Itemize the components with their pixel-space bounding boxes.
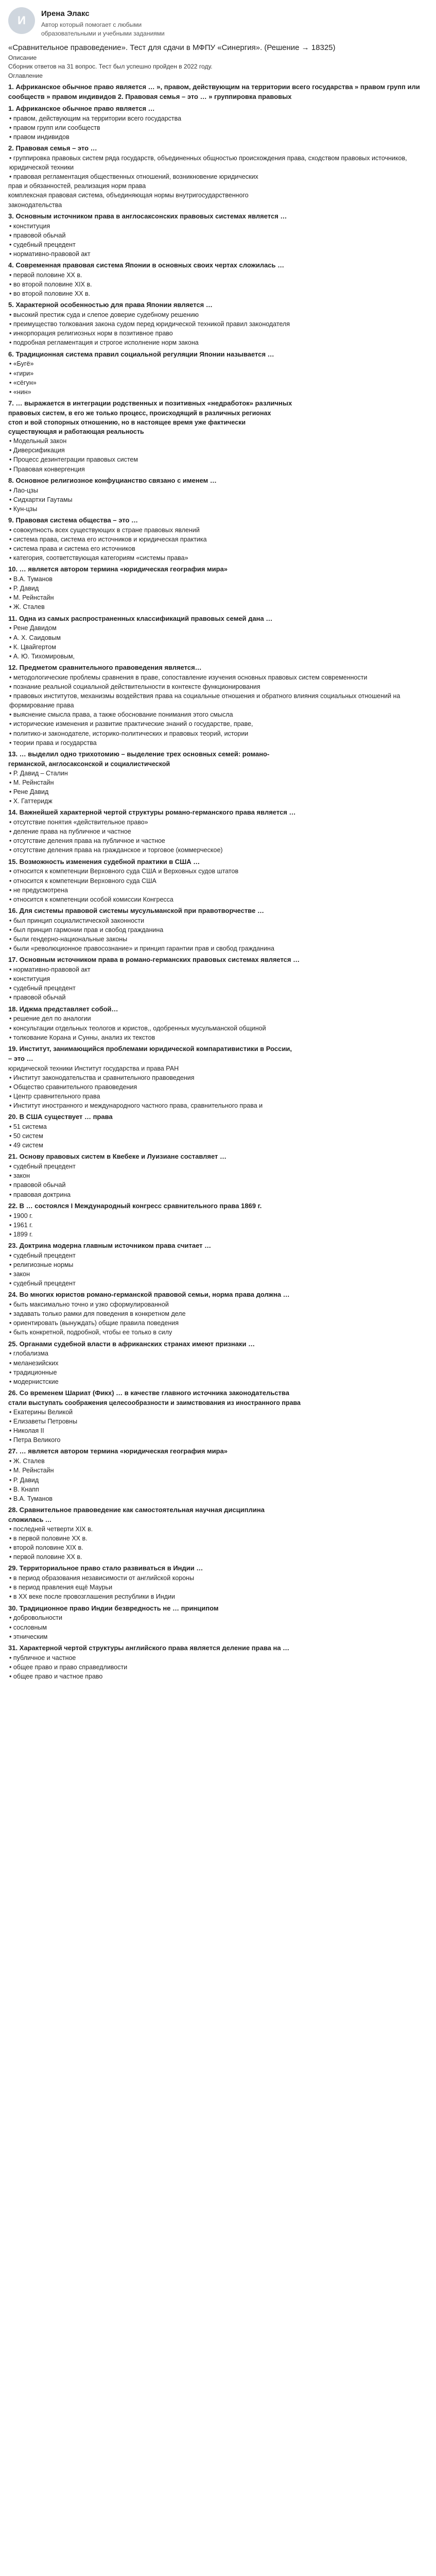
answer-option: • в период образования независимости от английской короны	[8, 1573, 428, 1583]
answer-option: • Центр сравнительного права	[8, 1092, 428, 1101]
continuation-text: юридической техники Институт государства и права РАН	[8, 1064, 179, 1072]
answer-option: • относится к компетенции Верховного суда США и Верховных судов штатов	[8, 867, 428, 876]
continuation-text: сложилась …	[8, 1516, 52, 1523]
question-text: 14. Важнейшей характерной чертой структуры романо-германского права является …	[8, 808, 296, 817]
question-text: 23. Доктрина модерна главным источником права считает …	[8, 1241, 212, 1249]
answer-option: • религиозные нормы	[8, 1260, 428, 1269]
answer-option: • правовой обычай	[8, 231, 428, 240]
author-name[interactable]: Ирена Элакс	[41, 9, 90, 18]
answer-option: • А. Х. Саидовым	[8, 633, 428, 642]
question-block	[8, 1005, 428, 1042]
answer-option: • правовая доктрина	[8, 1190, 428, 1199]
answer-option: • Екатерины Великой	[8, 1408, 428, 1417]
question-block	[8, 808, 428, 855]
question-block	[8, 1241, 428, 1288]
answer-option: • А. Ю. Тихомировым,	[8, 652, 428, 661]
answer-option: • правом, действующим на территории всего государства	[8, 114, 428, 123]
answer-option: • 1961 г.	[8, 1221, 428, 1230]
question-text: 18. Иджма представляет собой…	[8, 1005, 118, 1013]
answer-option: • Институт иностранного и международного частного права, сравнительного права и	[8, 1101, 428, 1110]
question-block	[8, 750, 428, 806]
answer-option: • первой половине XX в.	[8, 1552, 428, 1562]
answer-option: • быть конкретной, подробной, чтобы ее только в силу	[8, 1328, 428, 1337]
answer-option: • инкорпорация религиозных норм в позитивное право	[8, 329, 428, 338]
answer-option: • выяснение смысла права, а также обоснование понимания этого смысла	[8, 710, 428, 719]
question-block	[8, 857, 428, 904]
continuation-text: стали выступать соображения целесообразности и заимствования из иностранного права	[8, 1399, 301, 1406]
question-text: 4. Современная правовая система Японии в основных своих чертах сложилась …	[8, 261, 285, 269]
answer-option: • категория, соответствующая категориям «системы права»	[8, 553, 428, 563]
continuation-text: прав и обязанностей, реализация норм права	[8, 182, 146, 190]
answer-option: • совокупность всех существующих в стране правовых явлений	[8, 526, 428, 535]
answer-option: • консультации отдельных теологов и юристов,, одобренных мусульманской общиной	[8, 1024, 428, 1033]
answer-option: • система права и система его источников	[8, 544, 428, 553]
answer-option: • решение дел по аналогии	[8, 1014, 428, 1023]
question-text: 2. Правовая семья – это …	[8, 144, 97, 152]
answer-option: • во второй половине XX в.	[8, 289, 428, 298]
answer-option: • глобализма	[8, 1349, 428, 1358]
question-block	[8, 399, 428, 474]
answer-option: • правовых институтов, механизмы воздействия права на социальные отношения и обратного влияния социальных отношений на формирование права	[8, 691, 428, 710]
answer-option: • Р. Давид	[8, 584, 428, 593]
answer-option: • «нин»	[8, 387, 428, 397]
answer-option: • «сёгун»	[8, 378, 428, 387]
answer-option: • были гендерно-национальные законы	[8, 935, 428, 944]
answer-option: • Общество сравнительного правоведения	[8, 1082, 428, 1092]
answer-option: • в XX веке после провозглашения республики в Индии	[8, 1592, 428, 1601]
question-text: 31. Характерной чертой структуры английского права является деление права на …	[8, 1643, 290, 1652]
continuation-text: стоп и вой стопорных отношению, но в настоящее время уже фактически	[8, 418, 246, 426]
answer-option: • «Бугё»	[8, 359, 428, 368]
answer-option: • Рене Давид	[8, 787, 428, 796]
question-block	[8, 1388, 428, 1445]
answer-option: • сословным	[8, 1623, 428, 1632]
answer-option: • Николая II	[8, 1426, 428, 1435]
answer-option: • конституция	[8, 974, 428, 984]
question-block	[8, 104, 428, 142]
answer-option: • политико-и законодателе, историко-политических и правовых теорий, истории	[8, 729, 428, 738]
answer-option: • подробная регламентация и строгое исполнение норм закона	[8, 338, 428, 347]
answer-option: • толкование Корана и Сунны, анализ их текстов	[8, 1033, 428, 1042]
answer-option: • правом индивидов	[8, 132, 428, 142]
answer-option: • в первой половине XX в.	[8, 1534, 428, 1543]
answer-option: • Лао-цзы	[8, 486, 428, 495]
answer-option: • Ж. Сталев	[8, 602, 428, 612]
answer-option: • высокий престиж суда и слепое доверие судебному решению	[8, 310, 428, 319]
answer-option: • методологические проблемы сравнения в праве, сопоставление изучения основных правовых систем современности	[8, 673, 428, 682]
answer-option: • правовой обычай	[8, 1180, 428, 1190]
answer-option: • последней четверти XIX в.	[8, 1524, 428, 1534]
continuation-text: германской, англосаксонской и социалистической	[8, 760, 170, 768]
question-block	[8, 1447, 428, 1503]
question-block	[8, 476, 428, 514]
description-label: Описание	[8, 54, 37, 62]
answer-option: • судебный прецедент	[8, 1251, 428, 1260]
document-title: «Сравнительное правоведение». Тест для сдачи в МФПУ «Синергия». (Решение → 18325)	[8, 43, 336, 52]
answer-option: • Х. Гаттеридж	[8, 796, 428, 806]
author-description: Автор который помогает с любыми образовательными и учебными заданиями	[41, 21, 165, 38]
answer-option: • исторические изменения и развитие практические знаний о государстве, праве,	[8, 719, 428, 728]
answer-option: • конституция	[8, 222, 428, 231]
question-block	[8, 1112, 428, 1150]
question-text: 30. Традиционное право Индии безвредность не … принципом	[8, 1604, 219, 1612]
answer-option: • публичное и частное	[8, 1653, 428, 1663]
question-block	[8, 82, 428, 102]
question-block	[8, 144, 428, 210]
answer-option: • М. Рейнстайн	[8, 1466, 428, 1475]
answer-option: • Сидхартхи Гаутамы	[8, 495, 428, 504]
answer-option: • теории права и государства	[8, 738, 428, 748]
question-text: 24. Во многих юристов романо-германской правовой семьи, норма права должна …	[8, 1291, 290, 1299]
question-text: 15. Возможность изменения судебной практики в США …	[8, 857, 200, 866]
question-text: 17. Основным источником права в романо-германских правовых системах является …	[8, 956, 300, 964]
question-text: 27. … является автором термина «юридическая география мира»	[8, 1447, 228, 1455]
question-block	[8, 565, 428, 612]
answer-option: • В.А. Туманов	[8, 1494, 428, 1503]
answer-option: • общее право и право справедливости	[8, 1663, 428, 1672]
question-block	[8, 1044, 428, 1110]
question-text: 22. В … состоялся I Международный конгресс сравнительного права 1869 г.	[8, 1201, 262, 1210]
answer-option: • нормативно-правовой акт	[8, 965, 428, 974]
question-list	[8, 82, 428, 1681]
continuation-text: законодательства	[8, 201, 62, 209]
answer-option: • Правовая конвергенция	[8, 465, 428, 474]
question-text: 3. Основным источником права в англосаксонских правовых системах является …	[8, 212, 287, 220]
question-text: 6. Традиционная система правил социальной регуляции Японии называется …	[8, 350, 274, 358]
answer-option: • нормативно-правовой акт	[8, 249, 428, 259]
answer-option: • модернистские	[8, 1377, 428, 1386]
question-text: 13. … выделил одно трихотомию – выделение трех основных семей: романо-	[8, 750, 270, 758]
answer-option: • не предусмотрена	[8, 886, 428, 895]
answer-option: • В.А. Туманов	[8, 574, 428, 584]
question-text: 20. В США существует … права	[8, 1113, 113, 1121]
answer-option: • Диверсификация	[8, 446, 428, 455]
answer-option: • 51 система	[8, 1122, 428, 1131]
answer-option: • быть максимально точно и узко сформулированной	[8, 1300, 428, 1309]
question-block	[8, 614, 428, 661]
question-block	[8, 906, 428, 953]
answer-option: • первой половине XX в.	[8, 270, 428, 280]
question-text: 1. Африканское обычное право является …	[8, 104, 155, 112]
answer-option: • система права, система его источников и юридическая практика	[8, 535, 428, 544]
answer-option: • в период правления ещё Маурьи	[8, 1583, 428, 1592]
answer-option: • Елизаветы Петровны	[8, 1417, 428, 1426]
answer-option: • К. Цвайгертом	[8, 642, 428, 652]
question-block	[8, 261, 428, 298]
answer-option: • Рене Давидом	[8, 623, 428, 633]
answer-option: • общее право и частное право	[8, 1672, 428, 1681]
answer-option: • правовая регламентация общественных отношений, возникновение юридических	[8, 172, 428, 181]
question-block	[8, 1505, 428, 1562]
answer-option: • группировка правовых систем ряда государств, объединенных общностью происхождения права, сходством правовых источников, юридической техники	[8, 154, 428, 172]
answer-option: • отсутствие деления права на гражданское и торговое (коммерческое)	[8, 845, 428, 855]
answer-option: • Институт законодательства и сравнительного правоведения	[8, 1073, 428, 1082]
answer-option: • судебный прецедент	[8, 240, 428, 249]
answer-option: • был принцип социалистической законности	[8, 916, 428, 925]
continuation-text: правовых систем, в его же только процесс, происходящий в различных регионах	[8, 409, 271, 417]
answer-option: • «гири»	[8, 369, 428, 378]
question-text: 25. Органами судебной власти в африканских странах имеют признаки …	[8, 1340, 255, 1348]
answer-option: • Петра Великого	[8, 1435, 428, 1445]
answer-option: • закон	[8, 1269, 428, 1279]
answer-option: • 1900 г.	[8, 1211, 428, 1221]
answer-option: • преимущество толкования закона судом перед юридической техникой правил законодателя	[8, 319, 428, 329]
answer-option: • во второй половине XIX в.	[8, 280, 428, 289]
answer-option: • М. Рейнстайн	[8, 593, 428, 602]
question-block	[8, 300, 428, 347]
question-text: 19. Институт, занимающийся проблемами юридической компаративистики в России,	[8, 1044, 292, 1053]
answer-option: • 50 систем	[8, 1131, 428, 1141]
answer-option: • познание реальной социальной действительности в контексте функционирования	[8, 682, 428, 691]
question-block	[8, 212, 428, 259]
answer-option: • Ж. Сталев	[8, 1456, 428, 1466]
question-text: 5. Характерной особенностью для права Японии является …	[8, 301, 213, 309]
answer-option: • этническим	[8, 1632, 428, 1641]
question-block	[8, 1643, 428, 1681]
question-block	[8, 1290, 428, 1337]
author-block	[8, 7, 428, 39]
answer-option: • закон	[8, 1171, 428, 1180]
question-text: 26. Со временем Шариат (Фикх) … в качестве главного источника законодательства	[8, 1388, 289, 1397]
answer-option: • Р. Давид	[8, 1476, 428, 1485]
question-text: 7. … выражается в интеграции родственных и позитивных «недработок» различных	[8, 399, 292, 407]
answer-option: • задавать только рамки для поведения в конкретном деле	[8, 1309, 428, 1318]
answer-option: • второй половине XIX в.	[8, 1543, 428, 1552]
answer-option: • добровольности	[8, 1613, 428, 1622]
answer-option: • М. Рейнстайн	[8, 778, 428, 787]
answer-option: • судебный прецедент	[8, 1162, 428, 1171]
answer-option: • традиционные	[8, 1368, 428, 1377]
question-block	[8, 516, 428, 563]
question-text: 12. Предметом сравнительного правоведения является…	[8, 663, 202, 671]
answer-option: • отсутствие деления права на публичное и частное	[8, 836, 428, 845]
author-avatar[interactable]: И	[8, 7, 35, 34]
answer-option: • Р. Давид – Сталин	[8, 769, 428, 778]
answer-option: • отсутствие понятия «действительное право»	[8, 818, 428, 827]
question-block	[8, 663, 428, 748]
question-block	[8, 1564, 428, 1601]
answer-option: • был принцип гармонии прав и свобод гражданина	[8, 925, 428, 935]
question-text: 21. Основу правовых систем в Квебеке и Луизиане составляет …	[8, 1153, 227, 1161]
question-text: 16. Для системы правовой системы мусульманской при правотворчестве …	[8, 906, 264, 914]
question-text: 9. Правовая система общества – это …	[8, 516, 138, 524]
answer-option: • ориентировать (вынуждать) общие правила поведения	[8, 1318, 428, 1328]
question-block	[8, 955, 428, 1002]
question-text: 1. Африканское обычное право является … », правом, действующим на территории всего государства » правом групп или сообществ » правом индивидов 2. Правовая семья – это … » группировка правовых	[8, 83, 420, 101]
toc-label: Оглавление	[8, 72, 43, 79]
answer-option: • правовой обычай	[8, 993, 428, 1002]
continuation-text: существующая и работающая реальность	[8, 428, 144, 436]
question-text: 11. Одна из самых распространенных классификаций правовых семей дана …	[8, 614, 273, 622]
answer-option: • 49 систем	[8, 1141, 428, 1150]
question-block	[8, 1201, 428, 1239]
answer-option: • судебный прецедент	[8, 984, 428, 993]
answer-option: • Процесс дезинтеграции правовых систем	[8, 455, 428, 464]
question-text: 10. … является автором термина «юридическая география мира»	[8, 565, 228, 573]
question-text: 8. Основное религиозное конфуцианство связано с именем …	[8, 476, 217, 484]
answer-option: • судебный прецедент	[8, 1279, 428, 1288]
answer-option: • правом групп или сообществ	[8, 123, 428, 132]
question-text: 28. Сравнительное правоведение как самостоятельная научная дисциплина	[8, 1505, 265, 1514]
answer-option: • относится к компетенции Верховного суда США	[8, 876, 428, 886]
question-text: 29. Территориальное право стало развиваться в Индии …	[8, 1564, 203, 1572]
answer-option: • 1899 г.	[8, 1230, 428, 1239]
answer-option: • В. Кнапп	[8, 1485, 428, 1494]
question-block	[8, 1340, 428, 1386]
answer-option: • Кун-цзы	[8, 504, 428, 514]
answer-option: • были «революционное правосознание» и принцип гарантии прав и свобод гражданина	[8, 944, 428, 953]
answer-option: • относится к компетенции особой комиссии Конгресса	[8, 895, 428, 904]
continuation-text: комплексная правовая система, объединяющая нормы внутригосударственного	[8, 192, 249, 199]
answer-option: • деление права на публичное и частное	[8, 827, 428, 836]
question-block	[8, 350, 428, 397]
question-subtext: – это …	[8, 1054, 33, 1062]
description-text: Сборник ответов на 31 вопрос. Тест был успешно пройден в 2022 году.	[8, 63, 213, 71]
answer-option: • Модельный закон	[8, 436, 428, 446]
question-block	[8, 1604, 428, 1641]
question-block	[8, 1152, 428, 1199]
answer-option: • меланезийских	[8, 1359, 428, 1368]
